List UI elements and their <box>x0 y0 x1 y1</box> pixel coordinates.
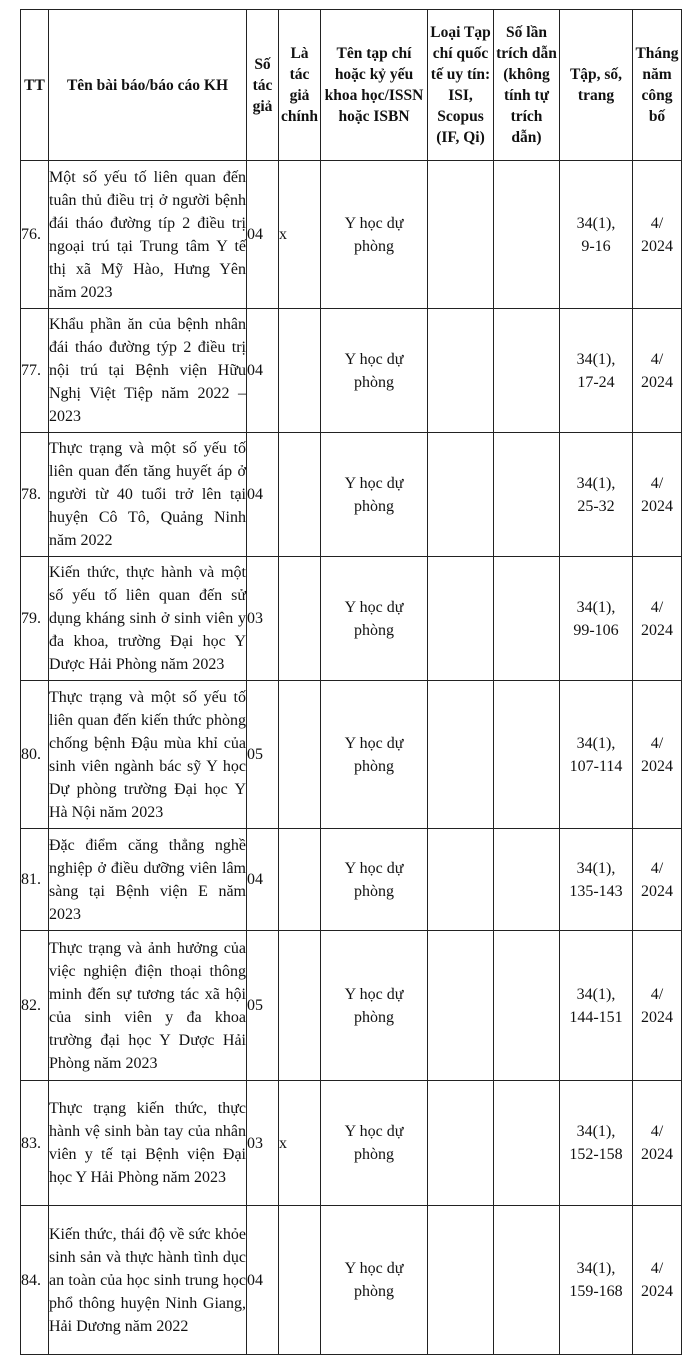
header-authors: Số tác giả <box>247 10 279 161</box>
cell-main-author <box>279 829 321 931</box>
cell-journal-type <box>428 1081 494 1206</box>
journal-line-2: phòng <box>354 1008 394 1026</box>
cell-citations <box>494 931 560 1081</box>
cell-tt: 82. <box>21 931 49 1081</box>
table-row <box>21 829 682 931</box>
cell-journal-type <box>428 829 494 931</box>
journal-line-2: phòng <box>354 237 394 255</box>
cell-date <box>633 433 682 557</box>
cell-journal <box>321 309 428 433</box>
journal-line-1: Y học dự <box>344 350 404 368</box>
pages-line-1: 34(1), <box>576 985 616 1003</box>
header-citations: Số lần trích dẫn (không tính tự trích dẫn) <box>494 10 560 161</box>
journal-line-1: Y học dự <box>344 598 404 616</box>
cell-tt: 80. <box>21 681 49 829</box>
cell-authors: 05 <box>247 931 279 1081</box>
cell-tt: 79. <box>21 557 49 681</box>
date-line-1: 4/ <box>650 734 664 752</box>
header-tt: TT <box>21 10 49 161</box>
date-line-1: 4/ <box>650 1123 664 1140</box>
cell-pages <box>560 1081 633 1206</box>
pages-line-2: 9-16 <box>581 237 611 255</box>
cell-citations <box>494 829 560 931</box>
table-row <box>21 309 682 433</box>
table-row <box>21 557 682 681</box>
header-journal: Tên tạp chí hoặc kỷ yếu khoa học/ISSN hoặc ISBN <box>321 10 428 161</box>
date-line-1: 4/ <box>650 214 664 232</box>
cell-main-author <box>279 681 321 829</box>
cell-citations <box>494 1206 560 1355</box>
journal-line-2: phòng <box>354 757 394 775</box>
cell-authors: 04 <box>247 433 279 557</box>
journal-line-1: Y học dự <box>344 214 404 232</box>
cell-journal <box>321 829 428 931</box>
cell-pages <box>560 161 633 309</box>
pages-line-2: 25-32 <box>577 497 615 515</box>
journal-line-2: phòng <box>354 1146 394 1163</box>
pages-line-1: 34(1), <box>576 598 616 616</box>
cell-date <box>633 557 682 681</box>
cell-date <box>633 1081 682 1206</box>
cell-authors: 04 <box>247 829 279 931</box>
cell-citations <box>494 557 560 681</box>
header-date: Tháng năm công bố <box>633 10 682 161</box>
table-row <box>21 433 682 557</box>
pages-line-1: 34(1), <box>576 474 616 492</box>
cell-pages <box>560 829 633 931</box>
pages-line-1: 34(1), <box>576 350 616 368</box>
date-line-1: 4/ <box>650 985 664 1003</box>
table-row <box>21 1206 682 1355</box>
publications-table <box>20 9 682 1355</box>
cell-date <box>633 1206 682 1355</box>
cell-tt: 83. <box>21 1081 49 1206</box>
cell-journal-type <box>428 557 494 681</box>
cell-tt: 77. <box>21 309 49 433</box>
header-main-author: Là tác giả chính <box>279 10 321 161</box>
journal-line-2: phòng <box>354 621 394 639</box>
cell-pages <box>560 681 633 829</box>
pages-line-1: 34(1), <box>576 1260 616 1277</box>
cell-journal <box>321 1081 428 1206</box>
cell-citations <box>494 1081 560 1206</box>
header-journal-type: Loại Tạp chí quốc tế uy tín: ISI, Scopus (IF, Qi) <box>428 10 494 161</box>
date-line-2: 2024 <box>641 757 673 775</box>
cell-authors: 04 <box>247 161 279 309</box>
cell-journal <box>321 161 428 309</box>
date-line-2: 2024 <box>641 621 673 639</box>
cell-main-author: x <box>279 161 321 309</box>
journal-line-1: Y học dự <box>344 859 404 877</box>
date-line-2: 2024 <box>641 373 673 391</box>
cell-authors: 03 <box>247 557 279 681</box>
cell-citations <box>494 161 560 309</box>
header-row <box>21 10 682 161</box>
journal-line-1: Y học dự <box>344 985 404 1003</box>
cell-title: Thực trạng và một số yếu tố liên quan đến tăng huyết áp ở người từ 40 tuổi trở lên tại huyện Cô Tô, Quảng Ninh năm 2022 <box>49 433 247 557</box>
journal-line-1: Y học dự <box>344 474 404 492</box>
cell-main-author <box>279 433 321 557</box>
date-line-2: 2024 <box>641 1008 673 1026</box>
date-line-2: 2024 <box>641 1283 673 1300</box>
pages-line-1: 34(1), <box>576 1123 616 1140</box>
cell-journal-type <box>428 681 494 829</box>
cell-tt: 84. <box>21 1206 49 1355</box>
cell-journal <box>321 931 428 1081</box>
date-line-1: 4/ <box>650 350 664 368</box>
cell-authors: 04 <box>247 1206 279 1355</box>
cell-main-author <box>279 557 321 681</box>
journal-line-1: Y học dự <box>344 1123 404 1140</box>
cell-journal <box>321 1206 428 1355</box>
cell-tt: 81. <box>21 829 49 931</box>
cell-journal <box>321 433 428 557</box>
header-title: Tên bài báo/báo cáo KH <box>49 10 247 161</box>
pages-line-1: 34(1), <box>576 214 616 232</box>
cell-title: Thực trạng và ảnh hưởng của việc nghiện điện thoại thông minh đến sự tương tác xã hội của sinh viên y đa khoa trường đại học Y Dược Hải Phòng năm 2023 <box>49 931 247 1081</box>
journal-line-2: phòng <box>354 373 394 391</box>
cell-pages <box>560 931 633 1081</box>
cell-title: Kiến thức, thực hành và một số yếu tố liên quan đến sử dụng kháng sinh ở sinh viên y đa khoa, trường Đại học Y Dược Hải Phòng năm 2023 <box>49 557 247 681</box>
date-line-2: 2024 <box>641 237 673 255</box>
cell-journal-type <box>428 309 494 433</box>
journal-line-1: Y học dự <box>344 1260 404 1277</box>
cell-authors: 04 <box>247 309 279 433</box>
journal-line-2: phòng <box>354 1283 394 1300</box>
table-row <box>21 681 682 829</box>
header-pages: Tập, số, trang <box>560 10 633 161</box>
pages-line-2: 99-106 <box>573 621 619 639</box>
cell-journal <box>321 557 428 681</box>
pages-line-2: 152-158 <box>569 1146 623 1163</box>
cell-date <box>633 681 682 829</box>
date-line-1: 4/ <box>650 1260 664 1277</box>
date-line-2: 2024 <box>641 882 673 900</box>
journal-line-2: phòng <box>354 497 394 515</box>
cell-date <box>633 931 682 1081</box>
date-line-1: 4/ <box>650 859 664 877</box>
cell-citations <box>494 681 560 829</box>
cell-date <box>633 161 682 309</box>
date-line-1: 4/ <box>650 474 664 492</box>
pages-line-2: 144-151 <box>569 1008 623 1026</box>
pages-line-2: 17-24 <box>577 373 615 391</box>
table-row <box>21 1081 682 1206</box>
cell-pages <box>560 309 633 433</box>
cell-main-author <box>279 931 321 1081</box>
cell-journal-type <box>428 931 494 1081</box>
cell-title: Thực trạng kiến thức, thực hành vệ sinh bàn tay của nhân viên y tế tại Bệnh viện Đại học Y Hải Phòng năm 2023 <box>49 1081 247 1206</box>
table-row <box>21 931 682 1081</box>
pages-line-2: 107-114 <box>569 757 623 775</box>
cell-journal <box>321 681 428 829</box>
cell-citations <box>494 433 560 557</box>
pages-line-2: 159-168 <box>569 1283 623 1300</box>
cell-citations <box>494 309 560 433</box>
cell-journal-type <box>428 1206 494 1355</box>
cell-tt: 78. <box>21 433 49 557</box>
pages-line-1: 34(1), <box>576 859 616 877</box>
pages-line-1: 34(1), <box>576 734 616 752</box>
cell-main-author: x <box>279 1081 321 1206</box>
table-row <box>21 161 682 309</box>
cell-authors: 03 <box>247 1081 279 1206</box>
cell-authors: 05 <box>247 681 279 829</box>
cell-journal-type <box>428 433 494 557</box>
cell-title: Kiến thức, thái độ về sức khỏe sinh sản và thực hành tình dục an toàn của học sinh trung học phổ thông huyện Ninh Giang, Hải Dương năm 2022 <box>49 1206 247 1355</box>
journal-line-1: Y học dự <box>344 734 404 752</box>
date-line-1: 4/ <box>650 598 664 616</box>
journal-line-2: phòng <box>354 882 394 900</box>
date-line-2: 2024 <box>641 497 673 515</box>
cell-main-author <box>279 309 321 433</box>
date-line-2: 2024 <box>641 1146 673 1163</box>
cell-journal-type <box>428 161 494 309</box>
cell-date <box>633 829 682 931</box>
pages-line-2: 135-143 <box>569 882 623 900</box>
cell-main-author <box>279 1206 321 1355</box>
cell-tt: 76. <box>21 161 49 309</box>
cell-title: Khẩu phần ăn của bệnh nhân đái tháo đường týp 2 điều trị nội trú tại Bệnh viện Hữu Nghị Việt Tiệp năm 2022 – 2023 <box>49 309 247 433</box>
cell-pages <box>560 433 633 557</box>
cell-title: Đặc điểm căng thẳng nghề nghiệp ở điều dưỡng viên lâm sàng tại Bệnh viện E năm 2023 <box>49 829 247 931</box>
cell-date <box>633 309 682 433</box>
cell-pages <box>560 557 633 681</box>
cell-pages <box>560 1206 633 1355</box>
cell-title: Thực trạng và một số yếu tố liên quan đến kiến thức phòng chống bệnh Đậu mùa khỉ của sinh viên ngành bác sỹ Y học Dự phòng trường Đại học Y Hà Nội năm 2023 <box>49 681 247 829</box>
cell-title: Một số yếu tố liên quan đến tuân thủ điều trị ở người bệnh đái tháo đường típ 2 điều trị ngoại trú tại Trung tâm Y tế thị xã Mỹ Hào, Hưng Yên năm 2023 <box>49 161 247 309</box>
